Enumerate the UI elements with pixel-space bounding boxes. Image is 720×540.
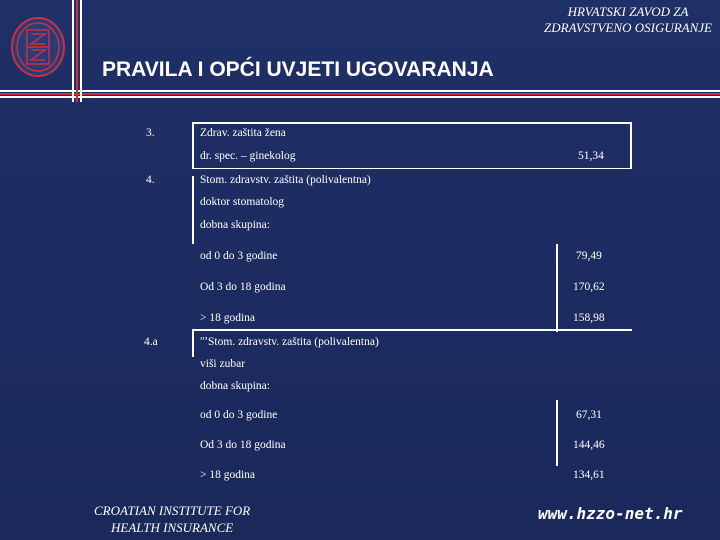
row-value: 134,61 [573, 469, 605, 481]
footer-line-1: CROATIAN INSTITUTE FOR [94, 503, 251, 518]
footer-line-2: HEALTH INSURANCE [111, 520, 234, 535]
row-label: dobna skupina: [200, 380, 270, 392]
table-rule [192, 331, 194, 357]
table-rule [630, 122, 632, 168]
row-number: 3. [146, 127, 155, 139]
row-label: ʺʼStom. zdravstv. zaštita (polivalentna) [200, 336, 379, 348]
org-line-2: ZDRAVSTVENO OSIGURANJE [544, 20, 712, 35]
row-value: 51,34 [578, 150, 604, 162]
org-line-1: HRVATSKI ZAVOD ZA [567, 4, 689, 19]
header-vertical-rule-red [76, 0, 78, 102]
row-label: Zdrav. zaštita žena [200, 127, 286, 139]
website-link[interactable]: www.hzzo-net.hr [538, 504, 683, 523]
row-label: Od 3 do 18 godina [200, 281, 286, 293]
footer-institute-name [94, 502, 250, 536]
table-rule [192, 122, 194, 168]
table-rule [556, 400, 558, 466]
row-label: > 18 godina [200, 469, 256, 481]
header-divider [0, 90, 720, 100]
row-label: dr. spec. – ginekolog [200, 150, 296, 162]
header-vertical-rule [72, 0, 74, 102]
row-label: > 18 godina [200, 312, 256, 324]
row-label: dobna skupina: [200, 219, 270, 231]
page-title: PRAVILA I OPĆI UVJETI UGOVARANJA [102, 58, 494, 81]
table-rule [192, 168, 632, 169]
table-rule [192, 176, 194, 244]
row-value: 79,49 [576, 250, 602, 262]
row-value: 158,98 [573, 312, 605, 324]
row-label: od 0 do 3 godine [200, 409, 278, 421]
row-label: Od 3 do 18 godina [200, 439, 286, 451]
organization-name [544, 4, 712, 36]
table-rule [192, 122, 632, 124]
row-number: 4. [146, 174, 155, 186]
row-value: 170,62 [573, 281, 605, 293]
header-vertical-rule [80, 0, 82, 102]
row-label: od 0 do 3 godine [200, 250, 278, 262]
row-value: 144,46 [573, 439, 605, 451]
table-rule [556, 244, 558, 332]
hzzo-logo [10, 16, 66, 78]
row-label: doktor stomatolog [200, 196, 285, 208]
row-label: Stom. zdravstv. zaštita (polivalentna) [200, 174, 371, 186]
row-number: 4.a [144, 336, 158, 348]
row-value: 67,31 [576, 409, 602, 421]
table-rule [192, 329, 632, 331]
row-label: viši zubar [200, 358, 246, 370]
